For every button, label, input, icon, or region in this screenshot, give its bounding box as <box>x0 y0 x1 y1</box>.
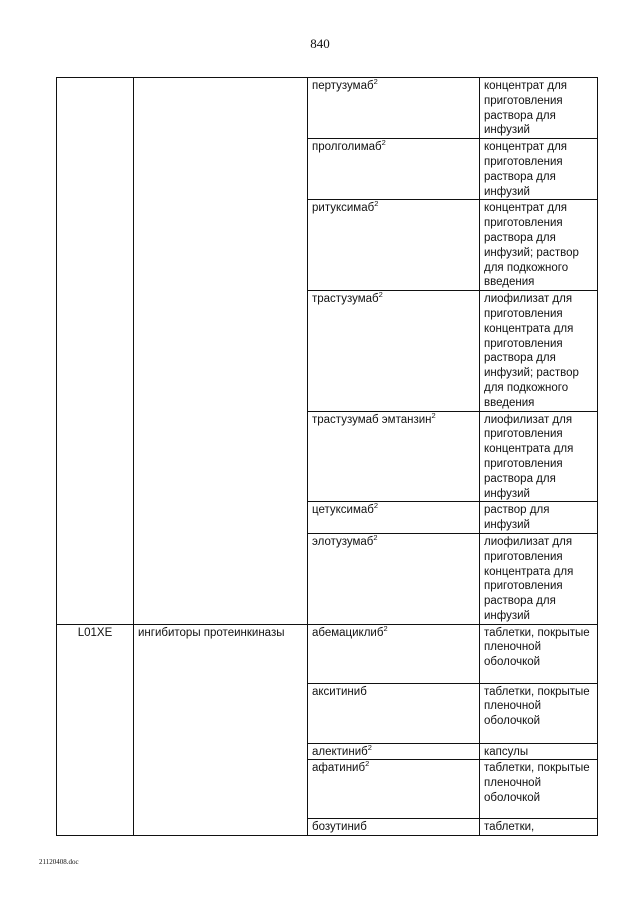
atc-code-cell: L01XE <box>57 624 134 836</box>
drug-name-cell: трастузумаб$^2$ <box>308 291 480 411</box>
dosage-form-cell: таблетки, покрытые пленочной оболочкой <box>480 683 598 743</box>
table-row <box>57 78 598 139</box>
drug-name-cell: акситиниб <box>308 683 480 743</box>
dosage-form-cell: лиофилизат для приготовления концентрата для приготовления раствора для инфузий; раствор для подкожного введения <box>480 291 598 411</box>
drug-name-cell: цетуксимаб$^2$ <box>308 502 480 534</box>
table-row <box>57 624 598 683</box>
dosage-form-cell: раствор для инфузий <box>480 502 598 534</box>
drug-name-cell: элотузумаб$^2$ <box>308 533 480 624</box>
dosage-form-cell: таблетки, покрытые пленочной оболочкой <box>480 760 598 819</box>
drug-name-cell: афатиниб$^2$ <box>308 760 480 819</box>
dosage-form-cell: концентрат для приготовления раствора для инфузий <box>480 139 598 200</box>
dosage-form-cell: концентрат для приготовления раствора для инфузий <box>480 78 598 139</box>
dosage-form-cell: концентрат для приготовления раствора для инфузий; раствор для подкожного введения <box>480 200 598 291</box>
group-name-cell: ингибиторы протеинкиназы <box>134 624 308 836</box>
drug-name-cell: ритуксимаб$^2$ <box>308 200 480 291</box>
document-filename: 21120408.doc <box>39 858 79 866</box>
dosage-form-cell: капсулы <box>480 743 598 760</box>
drug-name-cell: алектиниб$^2$ <box>308 743 480 760</box>
drug-name-cell: бозутиниб <box>308 819 480 836</box>
group-name-cell <box>134 78 308 625</box>
drug-name-cell: пролголимаб$^2$ <box>308 139 480 200</box>
dosage-form-cell: таблетки, покрытые пленочной оболочкой <box>480 624 598 683</box>
page-number: 840 <box>310 36 330 51</box>
drug-table <box>56 77 598 836</box>
dosage-form-cell: лиофилизат для приготовления концентрата для приготовления раствора для инфузий <box>480 411 598 502</box>
drug-name-cell: трастузумаб эмтанзин$^2$ <box>308 411 480 502</box>
drug-name-cell: абемациклиб$^2$ <box>308 624 480 683</box>
atc-code-cell <box>57 78 134 625</box>
dosage-form-cell: таблетки, <box>480 819 598 836</box>
drug-name-cell: пертузумаб$^2$ <box>308 78 480 139</box>
dosage-form-cell: лиофилизат для приготовления концентрата для приготовления раствора для инфузий <box>480 533 598 624</box>
